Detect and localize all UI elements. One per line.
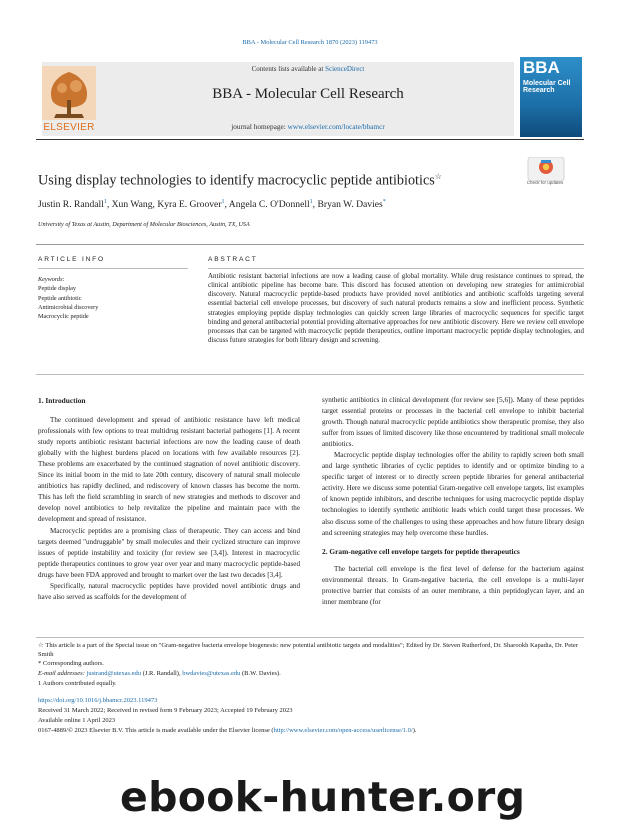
paragraph: Specifically, natural macrocyclic peptides have provided novel antibiotic drugs and have also served as scaffolds for the development of [38,581,300,601]
available-online: Available online 1 April 2023 [38,717,116,724]
footnote-equal: 1 Authors contributed equally. [38,680,117,687]
license-line: 0167-4889/© 2023 Elsevier B.V. This article is made available under the Elsevier license (http://www.elsevier.com/open-access/userlicense/1.0/). [38,727,417,734]
homepage-line: journal homepage: www.elsevier.com/locate/bbamcr [231,122,385,131]
author-name[interactable]: Justin R. Randall [38,199,104,211]
paragraph: The bacterial cell envelope is the first level of defense for the bacterium against environmental threats. In Gram-negative bacteria, the cell envelope is a multi-layer protective barrier that consists of an outer membrane, a thin peptidoglycan layer, and an inner membrane (for [322,564,584,606]
footnote-corresponding: * Corresponding authors. [38,660,104,667]
section-heading: 1. Introduction [38,396,86,405]
paragraph: synthetic antibiotics in clinical development (for review see [5,6]). Many of these peptides target essential proteins or processes in the bacterial cell envelope to inhibit bacterial growth. Though natural macrocyclic peptide antibiotics show therapeutic promise, they also suffer from issues of limited discovery like those encountered by traditional small molecule antibiotics. [322,396,584,449]
keyword: Peptide antibiotic [38,294,82,302]
paragraph: Macrocyclic peptides are a promising class of therapeutic. They can access and bind targets deemed "undruggable" by small molecules and their cyclized structure can improve issues of peptide instability and toxicity (for review see [3,4]). Interest in macrocyclic peptide therapeutics continues to grow year over year and many macrocyclic peptide-based drugs have been FDA approved and brought to market over the last two decades [3,4]. [38,526,300,579]
keywords-label: Keywords: [38,276,65,283]
cover-title: BBA [523,58,560,77]
author-name[interactable]: Bryan W. Davies [317,199,383,211]
paragraph: The continued development and spread of antibiotic resistance have left medical professionals with few options to treat multidrug resistant bacterial pathogens [1]. A recent study reports antibiotic resistant bacterial infections are now the leading cause of death globally with the highest burdens placed on locations with few available resources [2]. These problems are exacerbated by the continued stagnation of novel antibiotic discovery. Since its initial boom in the mid to late 20th century, discovery of natural small molecule antibiotics has rapidly declined, and rediscovery of known classes has become the norm. This has left the field scrambling in search of new strategies and methods to discover and develop novel antibiotics to help revitalize the pipeline and maintain pace with the development and spread of resistance. [38,416,300,524]
author-list: Justin R. Randall$^1$, Xun Wang, Kyra E. Groover$^1$, Angela C. O'Donnell$^1$, Bryan W. Davies* [38,199,386,211]
keyword: Peptide display [38,285,76,293]
article-info-heading: ARTICLE INFO [38,256,105,263]
article-title: Using display technologies to identify macrocyclic peptide antibiotics☆ [38,172,442,189]
affiliation: University of Texas at Austin, Department of Molecular Biosciences, Austin, TX, USA [38,221,250,228]
contents-line: Contents lists available at ScienceDirect [251,65,365,73]
received-dates: Received 31 March 2022; Received in revised form 9 February 2023; Accepted 19 February 2023 [38,707,293,714]
abstract-heading: ABSTRACT [208,256,258,263]
body-column-left [38,395,300,603]
cover-subtitle: Molecular Cell Research [523,80,571,94]
masthead-rule [36,139,584,140]
footnote-rule [36,637,584,638]
author-name[interactable]: Kyra E. Groover [157,199,222,211]
keyword: Macrocyclic peptide [38,313,89,321]
keyword: Antimicrobial discovery [38,303,99,311]
author-name[interactable]: Angela C. O'Donnell [228,199,310,211]
email-link[interactable]: bwdavies@utexas.edu [182,670,241,677]
email-link[interactable]: justrand@utexas.edu [86,670,142,677]
footnote-emails: E-mail addresses: justrand@utexas.edu (J.R. Randall), bwdavies@utexas.edu (B.W. Davies). [38,670,281,677]
sciencedirect-link[interactable]: ScienceDirect [325,65,365,73]
journal-homepage-link[interactable]: www.elsevier.com/locate/bbamcr [287,122,385,131]
info-rule [36,244,584,245]
body-column-right [322,395,584,608]
watermark: ebook-hunter.org [120,773,526,821]
journal-name: BBA - Molecular Cell Research [212,86,404,102]
keywords-block [38,275,98,321]
publisher-wordmark: ELSEVIER [43,122,95,133]
abstract-bottom-rule [36,374,584,375]
article-info-rule [38,268,188,269]
abstract-rule [208,268,584,269]
doi-link[interactable]: https://doi.org/10.1016/j.bbamcr.2023.119473 [38,697,158,704]
running-header[interactable]: BBA - Molecular Cell Research 1870 (2023) 119473 [242,39,378,46]
footnote-special-issue: ☆ This article is a part of the Special issue on "Gram-negative bacteria envelope biogenesis: new potential antibiotic targets and modalities"; Edited by Dr. Steven Rutherford, Dr. Sharookh Kapadia, Dr. Peter Smith [38,642,578,658]
check-for-updates-label[interactable]: Check for updates [526,180,564,185]
section-heading: 2. Gram-negative cell envelope targets for peptide therapeutics [322,546,520,556]
paragraph: Macrocyclic peptide display technologies offer the ability to rapidly screen both small and large synthetic libraries of cyclic peptides to identify and or optimize binding to a specific target of interest or to directly screen peptide libraries for general antibacterial activity. Here we discuss some potential Gram-negative cell envelope targets, list examples of known peptide inhibitors, and describe techniques for using macrocyclic peptide display technologies to identify synthetic antibiotic leads which could target these processes. We also discuss some of the challenges to using these approaches and how future library design and screening strategies may help overcome these hurdles. [322,451,584,537]
abstract-text: Antibiotic resistant bacterial infections are now a leading cause of global mortality. While drug resistance continues to spread, the clinical antibiotic pipeline has become bare. This discord has focused attention on developing new strategies for antimicrobial discovery. Natural macrocyclic peptide-based products have provided novel antibiotics and antibiotic scaffolds targeting several essential bacterial cell envelope processes, but discovery of such natural products remains a slow and inefficient process. Synthetic strategies employing peptide display technologies can quickly screen large libraries of macrocyclic sequences for specific target binding and general antibacterial potential providing alternative approaches for new antibiotic discovery. Here we review cell envelope processes that can be targeted with macrocyclic peptide therapeutics, outline important macrocyclic peptide display technologies, and discuss future strategies for both library design and screening. [208,272,584,345]
license-link[interactable]: http://www.elsevier.com/open-access/userlicense/1.0/ [273,727,413,734]
author-name[interactable]: Xun Wang [111,199,153,211]
